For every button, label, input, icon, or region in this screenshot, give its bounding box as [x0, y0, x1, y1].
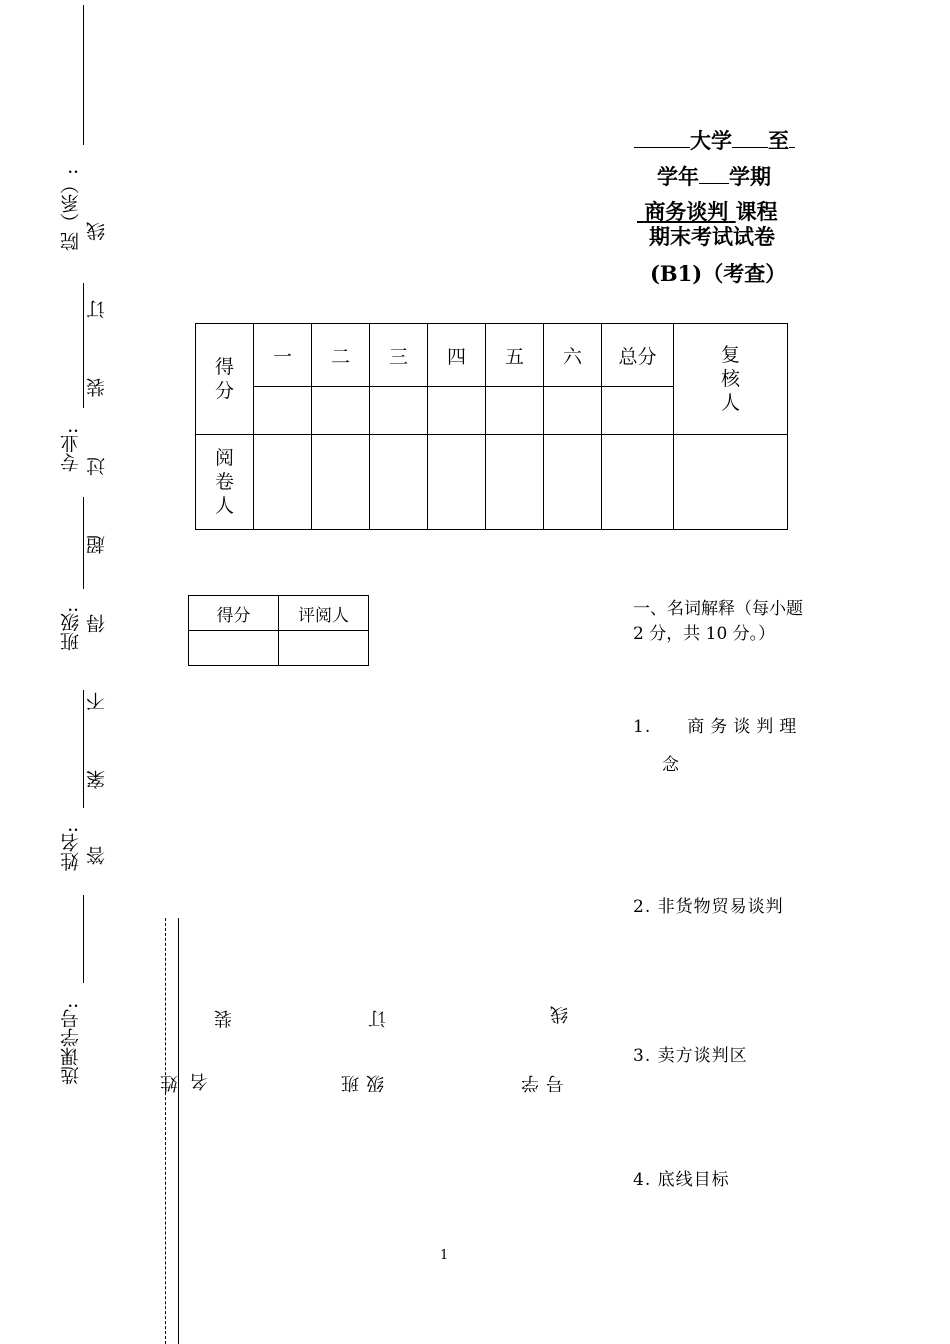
course-name: 商务谈判 [644, 199, 729, 224]
reviewer-cell[interactable] [312, 435, 370, 530]
class-label: 班级: [60, 606, 82, 652]
section-score-cell[interactable] [189, 631, 279, 666]
question-4 [633, 1169, 730, 1191]
question-number: 4. [633, 1170, 652, 1190]
checker-label: 复核人 [720, 344, 740, 414]
major-label: 专业: [60, 427, 82, 473]
score-label-cell [196, 324, 254, 435]
reviewer-cell[interactable] [544, 435, 602, 530]
binding-word: 订 [368, 1010, 389, 1028]
column-header: 二 [312, 324, 370, 387]
binding-char: 过 [86, 457, 108, 476]
margin-rule [83, 497, 84, 589]
column-header: 四 [428, 324, 486, 387]
title-line-5: (B1)（考查） [650, 261, 787, 286]
score-label: 得分 [214, 356, 234, 402]
margin-rule [83, 895, 84, 983]
column-header: 五 [486, 324, 544, 387]
section-reviewer-header: 评阅人 [279, 596, 369, 631]
title-line-2 [657, 161, 771, 190]
margin-rule [83, 690, 84, 808]
reviewer-cell[interactable] [486, 435, 544, 530]
reviewer-label-cell [196, 435, 254, 530]
blank-field [789, 125, 795, 148]
reviewer-cell[interactable] [254, 435, 312, 530]
question-1-continued: 念 [662, 755, 680, 775]
year-text: 学年 [657, 164, 699, 189]
binding-char: 案 [86, 770, 108, 789]
score-cell[interactable] [602, 387, 674, 435]
score-cell[interactable] [428, 387, 486, 435]
section-title: 一、名词解释（每小题 2 分，共 10 分。） [633, 599, 803, 644]
reviewer-label: 阅卷人 [214, 447, 234, 517]
blank-field [699, 161, 729, 184]
score-cell[interactable] [312, 387, 370, 435]
question-text: 非货物贸易谈判 [657, 897, 784, 917]
question-2 [633, 896, 784, 918]
title-line-4: 期末考试试卷 [649, 224, 775, 249]
question-1 [633, 716, 802, 738]
reviewer-cell[interactable] [370, 435, 428, 530]
reviewer-cell[interactable] [674, 435, 788, 530]
score-cell[interactable] [544, 387, 602, 435]
score-cell[interactable] [370, 387, 428, 435]
column-header: 三 [370, 324, 428, 387]
binding-field-label: 号 [546, 1075, 567, 1093]
question-text: 卖方谈判区 [657, 1046, 748, 1066]
question-number: 1. [633, 717, 652, 737]
binding-field-label: 班 [341, 1075, 362, 1093]
blank-field [732, 125, 768, 148]
binding-char: 得 [86, 614, 108, 633]
binding-char: 装 [86, 378, 108, 397]
column-header: 总分 [602, 324, 674, 387]
column-header: 一 [254, 324, 312, 387]
section-score-header: 得分 [189, 596, 279, 631]
score-cell[interactable] [486, 387, 544, 435]
question-number: 3. [633, 1046, 652, 1066]
title-line-1 [634, 125, 795, 154]
title-line-3 [637, 199, 778, 225]
checker-cell [674, 324, 788, 435]
binding-char: 线 [86, 222, 108, 241]
question-number: 2. [633, 897, 652, 917]
department-label: 院（系）: [60, 168, 82, 252]
section-score-table [188, 595, 369, 666]
page-number: 1 [440, 1248, 449, 1263]
binding-solid-line [178, 918, 179, 1344]
question-text: 商务谈判理 [687, 717, 803, 737]
name-label: 姓名: [60, 826, 82, 872]
binding-field-label: 名 [190, 1073, 211, 1091]
to-text: 至 [768, 128, 789, 153]
column-header: 六 [544, 324, 602, 387]
course-suffix: 课程 [735, 199, 778, 224]
question-3 [633, 1045, 748, 1067]
question-text: 底线目标 [657, 1170, 730, 1190]
binding-field-label: 姓 [160, 1075, 181, 1093]
student-id-label: 选课学号: [60, 1002, 82, 1086]
binding-char: 订 [86, 300, 108, 319]
university-text: 大学 [690, 128, 732, 153]
term-text: 学期 [729, 164, 771, 189]
binding-char: 不 [86, 692, 108, 711]
score-cell[interactable] [254, 387, 312, 435]
binding-char: 超 [86, 535, 108, 554]
blank-field [634, 125, 690, 148]
reviewer-cell[interactable] [428, 435, 486, 530]
margin-rule [83, 283, 84, 408]
binding-field-label: 学 [521, 1075, 542, 1093]
score-table [195, 323, 788, 530]
section-reviewer-cell[interactable] [279, 631, 369, 666]
binding-field-label: 级 [366, 1075, 387, 1093]
binding-word: 装 [214, 1010, 235, 1028]
margin-rule [83, 5, 84, 145]
binding-dashed-line [165, 918, 166, 1344]
binding-word: 线 [550, 1006, 571, 1024]
reviewer-cell[interactable] [602, 435, 674, 530]
binding-char: 答 [86, 846, 108, 865]
